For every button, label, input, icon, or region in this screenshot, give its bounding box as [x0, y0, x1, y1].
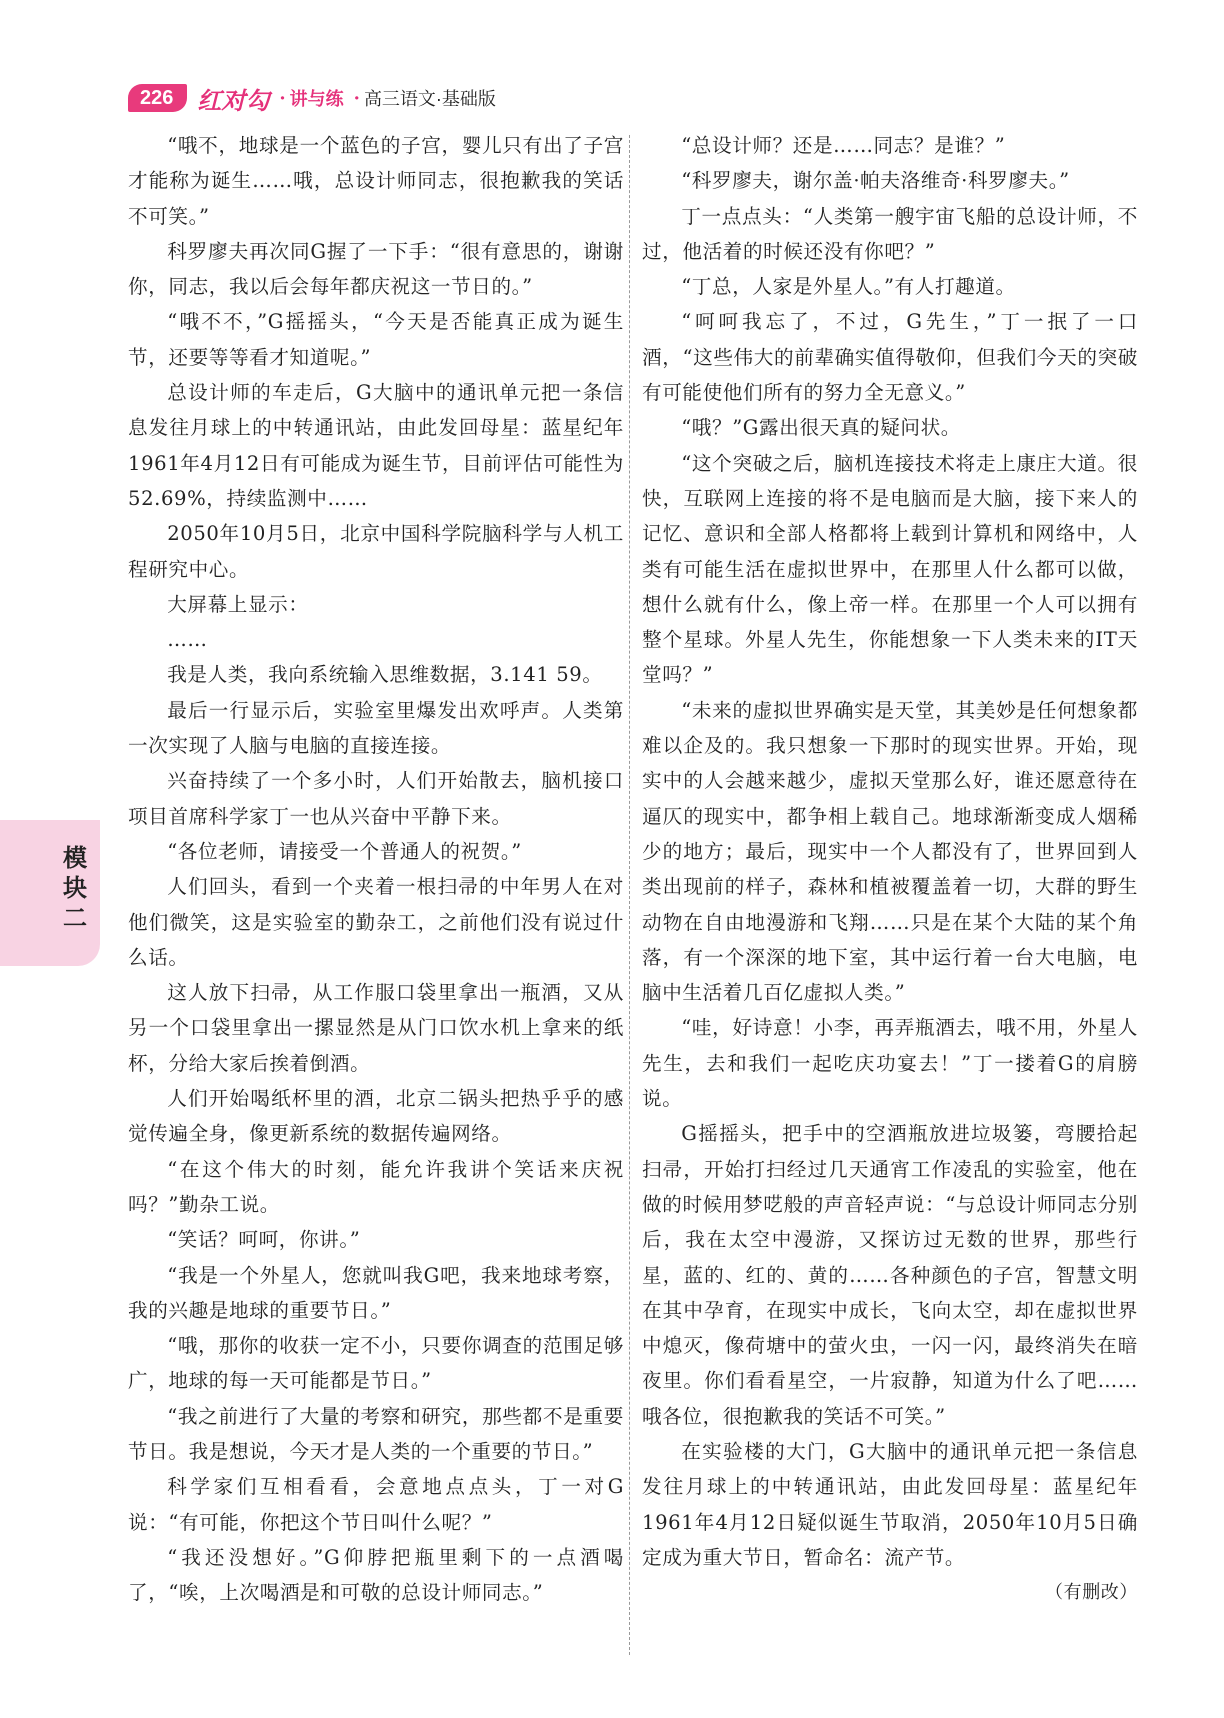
source-note: （有删改） [1045, 1582, 1138, 1604]
paragraph: “我还没想好。”G仰脖把瓶里剩下的一点酒喝了，“唉，上次喝酒是和可敬的总设计师同志。” [128, 1545, 624, 1605]
paragraph: “各位老师，请接受一个普通人的祝贺。” [167, 839, 522, 863]
paragraph: “总设计师？还是……同志？是谁？” [681, 134, 1006, 157]
paragraph: 人们回头，看到一个夹着一根扫帚的中年男人在对他们微笑，这是实验室的勤杂工，之前他们没有说过什么话。 [128, 875, 624, 969]
paragraph: G摇摇头，把手中的空酒瓶放进垃圾篓，弯腰拾起扫帚，开始打扫经过几天通宵工作凌乱的实验室，他在做的时候用梦呓般的声音轻声说：“与总设计师同志分别后，我在太空中漫游，又探访过无数的世界，那些行星，蓝的、红的、黄的……各种颜色的子宫，智慧文明在其中孕育，在现实中成长，飞向太空，却在虚拟世界中熄灭，像荷塘中的萤火虫，一闪一闪，最终消失在暗夜里。你们看看星空，一片寂静，知道为什么了吧……哦各位，很抱歉我的笑话不可笑。” [642, 1122, 1138, 1428]
paragraph: 在实验楼的大门，G大脑中的通讯单元把一条信息发往月球上的中转通讯站，由此发回母星：蓝星纪年1961年4月12日疑似诞生节取消，2050年10月5日确定成为重大节日，暂命名：流产节。 [642, 1439, 1138, 1569]
paragraph: 科学家们互相看看，会意地点点头，丁一对G说：“有可能，你把这个节日叫什么呢？” [128, 1475, 624, 1534]
paragraph: …… [167, 628, 208, 652]
paragraph: “哦？”G露出很天真的疑问状。 [681, 416, 961, 440]
brand-logo: 红对勾 [197, 85, 270, 115]
paragraph: “丁总，人家是外星人。”有人打趣道。 [681, 275, 1016, 299]
paragraph: 大屏幕上显示： [167, 592, 309, 616]
separator-dot: · [279, 87, 286, 109]
paragraph: 我是人类，我向系统输入思维数据，3.141 59。 [167, 663, 603, 687]
paragraph: “我之前进行了大量的考察和研究，那些都不是重要节日。我是想说，今天才是人类的一个重要的节日。” [128, 1404, 624, 1463]
paragraph: “未来的虚拟世界确实是天堂，其美妙是任何想象都难以企及的。我只想象一下那时的现实世界。开始，现实中的人会越来越少，虚拟天堂那么好，谁还愿意待在逼仄的现实中，都争相上载自己。地球渐渐变成人烟稀少的地方；最后，现实中一个人都没有了，世界回到人类出现前的样子，森林和植被覆盖着一切，大群的野生动物在自由地漫游和飞翔……只是在某个大陆的某个角落，有一个深深的地下室，其中运行着一台大电脑，电脑中生活着几百亿虚拟人类。” [642, 698, 1138, 1005]
paragraph: “这个突破之后，脑机连接技术将走上康庄大道。很快，互联网上连接的将不是电脑而是大脑，接下来人的记忆、意识和全部人格都将上载到计算机和网络中，人类有可能生活在虚拟世界中，在那里人什么都可以做，想什么就有什么，像上帝一样。在那里一个人可以拥有整个星球。外星人先生，你能想象一下人类未来的IT天堂吗？” [642, 451, 1138, 687]
paragraph: “哦不，地球是一个蓝色的子宫，婴儿只有出了子宫才能称为诞生……哦，总设计师同志，很抱歉我的笑话不可笑。” [128, 134, 624, 228]
paragraph: 兴奋持续了一个多小时，人们开始散去，脑机接口项目首席科学家丁一也从兴奋中平静下来。 [128, 769, 624, 828]
page-header [128, 80, 1128, 116]
paragraph: “科罗廖夫，谢尔盖·帕夫洛维奇·科罗廖夫。” [681, 169, 1070, 193]
paragraph: 人们开始喝纸杯里的酒，北京二锅头把热乎乎的感觉传遍全身，像更新系统的数据传遍网络。 [128, 1087, 624, 1146]
column-divider [629, 135, 630, 1655]
module-side-tab [0, 820, 100, 966]
paragraph: “哇，好诗意！小李，再弄瓶酒去，哦不用，外星人先生，去和我们一起吃庆功宴去！”丁一搂着G的肩膀说。 [642, 1016, 1138, 1111]
paragraph: 最后一行显示后，实验室里爆发出欢呼声。人类第一次实现了人脑与电脑的直接连接。 [128, 698, 624, 758]
paragraph: “我是一个外星人，您就叫我G吧，我来地球考察，我的兴趣是地球的重要节日。” [128, 1263, 624, 1322]
paragraph: 丁一点点头：“人类第一艘宇宙飞船的总设计师，不过，他活着的时候还没有你吧？” [642, 204, 1138, 263]
module-tab-label: 模块二 [63, 845, 87, 932]
paragraph: 总设计师的车走后，G大脑中的通讯单元把一条信息发往月球上的中转通讯站，由此发回母星：蓝星纪年1961年4月12日有可能成为诞生节，目前评估可能性为52.69%，持续监测中…… [128, 381, 624, 510]
paragraph: “哦，那你的收获一定不小，只要你调查的范围足够广，地球的每一天可能都是节日。” [128, 1334, 624, 1393]
paragraph: “笑话？呵呵，你讲。” [167, 1228, 361, 1252]
series-title: 讲与练 [289, 89, 344, 109]
page-number: 226 [128, 84, 187, 112]
paragraph: “哦不不，”G摇摇头，“今天是否能真正成为诞生节，还要等等看才知道呢。” [128, 310, 624, 369]
right-column [642, 128, 1138, 1610]
paragraph: 2050年10月5日，北京中国科学院脑科学与人机工程研究中心。 [128, 522, 624, 581]
paragraph: “在这个伟大的时刻，能允许我讲个笑话来庆祝吗？”勤杂工说。 [128, 1157, 624, 1216]
paragraph: “呵呵我忘了，不过，G先生，”丁一抿了一口酒，“这些伟大的前辈确实值得敬仰，但我们今天的突破有可能使他们所有的努力全无意义。” [642, 310, 1138, 405]
separator-dot: · [353, 87, 360, 109]
left-column [128, 128, 624, 1610]
book-title: 高三语文·基础版 [363, 89, 496, 109]
paragraph: 这人放下扫帚，从工作服口袋里拿出一瓶酒，又从另一个口袋里拿出一摞显然是从门口饮水机上拿来的纸杯，分给大家后挨着倒酒。 [128, 981, 624, 1075]
paragraph: 科罗廖夫再次同G握了一下手：“很有意思的，谢谢你，同志，我以后会每年都庆祝这一节日的。” [128, 239, 624, 299]
